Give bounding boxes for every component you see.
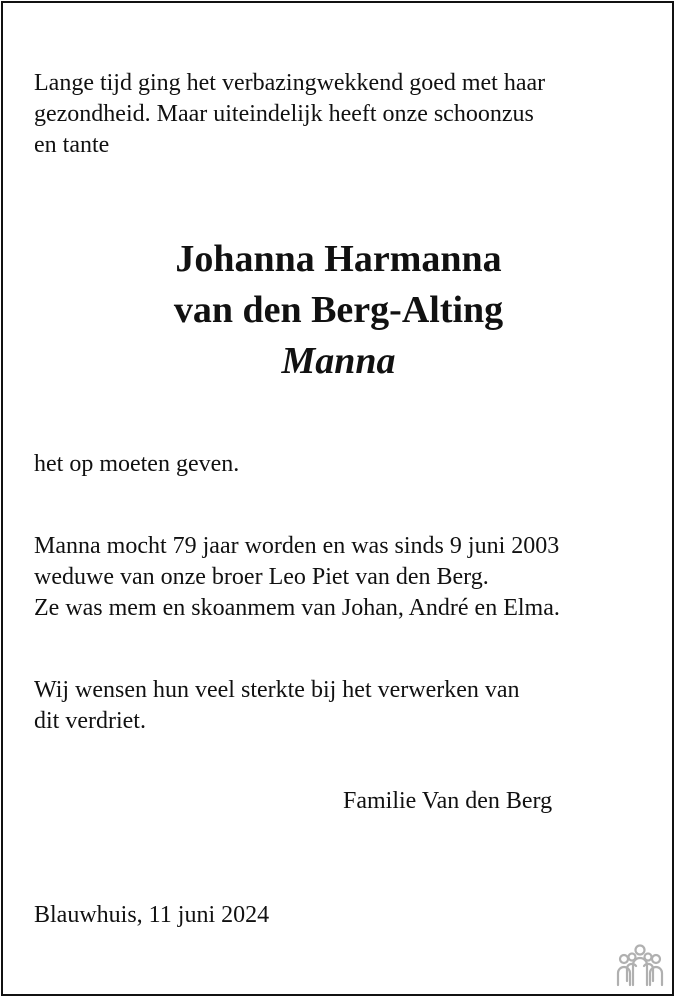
deceased-name-block — [0, 234, 677, 387]
place-date: Blauwhuis, 11 juni 2024 — [34, 902, 270, 928]
details-text: Manna mocht 79 jaar worden en was sinds 9 juni 2003 weduwe van onze broer Leo Piet van den Berg. Ze was mem en skoanmem van Johan, André en Elma. — [34, 533, 560, 621]
deceased-full-name: Johanna Harmanna — [175, 238, 502, 280]
intro-text: Lange tijd ging het verbazingwekkend goed met haar gezondheid. Maar uiteindelijk heeft onze schoonzus en tante — [34, 70, 546, 158]
deceased-surname: van den Berg-Alting — [173, 289, 504, 331]
deceased-nickname: Manna — [281, 340, 396, 382]
after-name-text: het op moeten geven. — [34, 451, 240, 477]
wish-text: Wij wensen hun veel sterkte bij het verwerken van dit verdriet. — [34, 677, 520, 734]
family-signature: Familie Van den Berg — [343, 788, 553, 814]
people-group-icon — [615, 943, 665, 989]
